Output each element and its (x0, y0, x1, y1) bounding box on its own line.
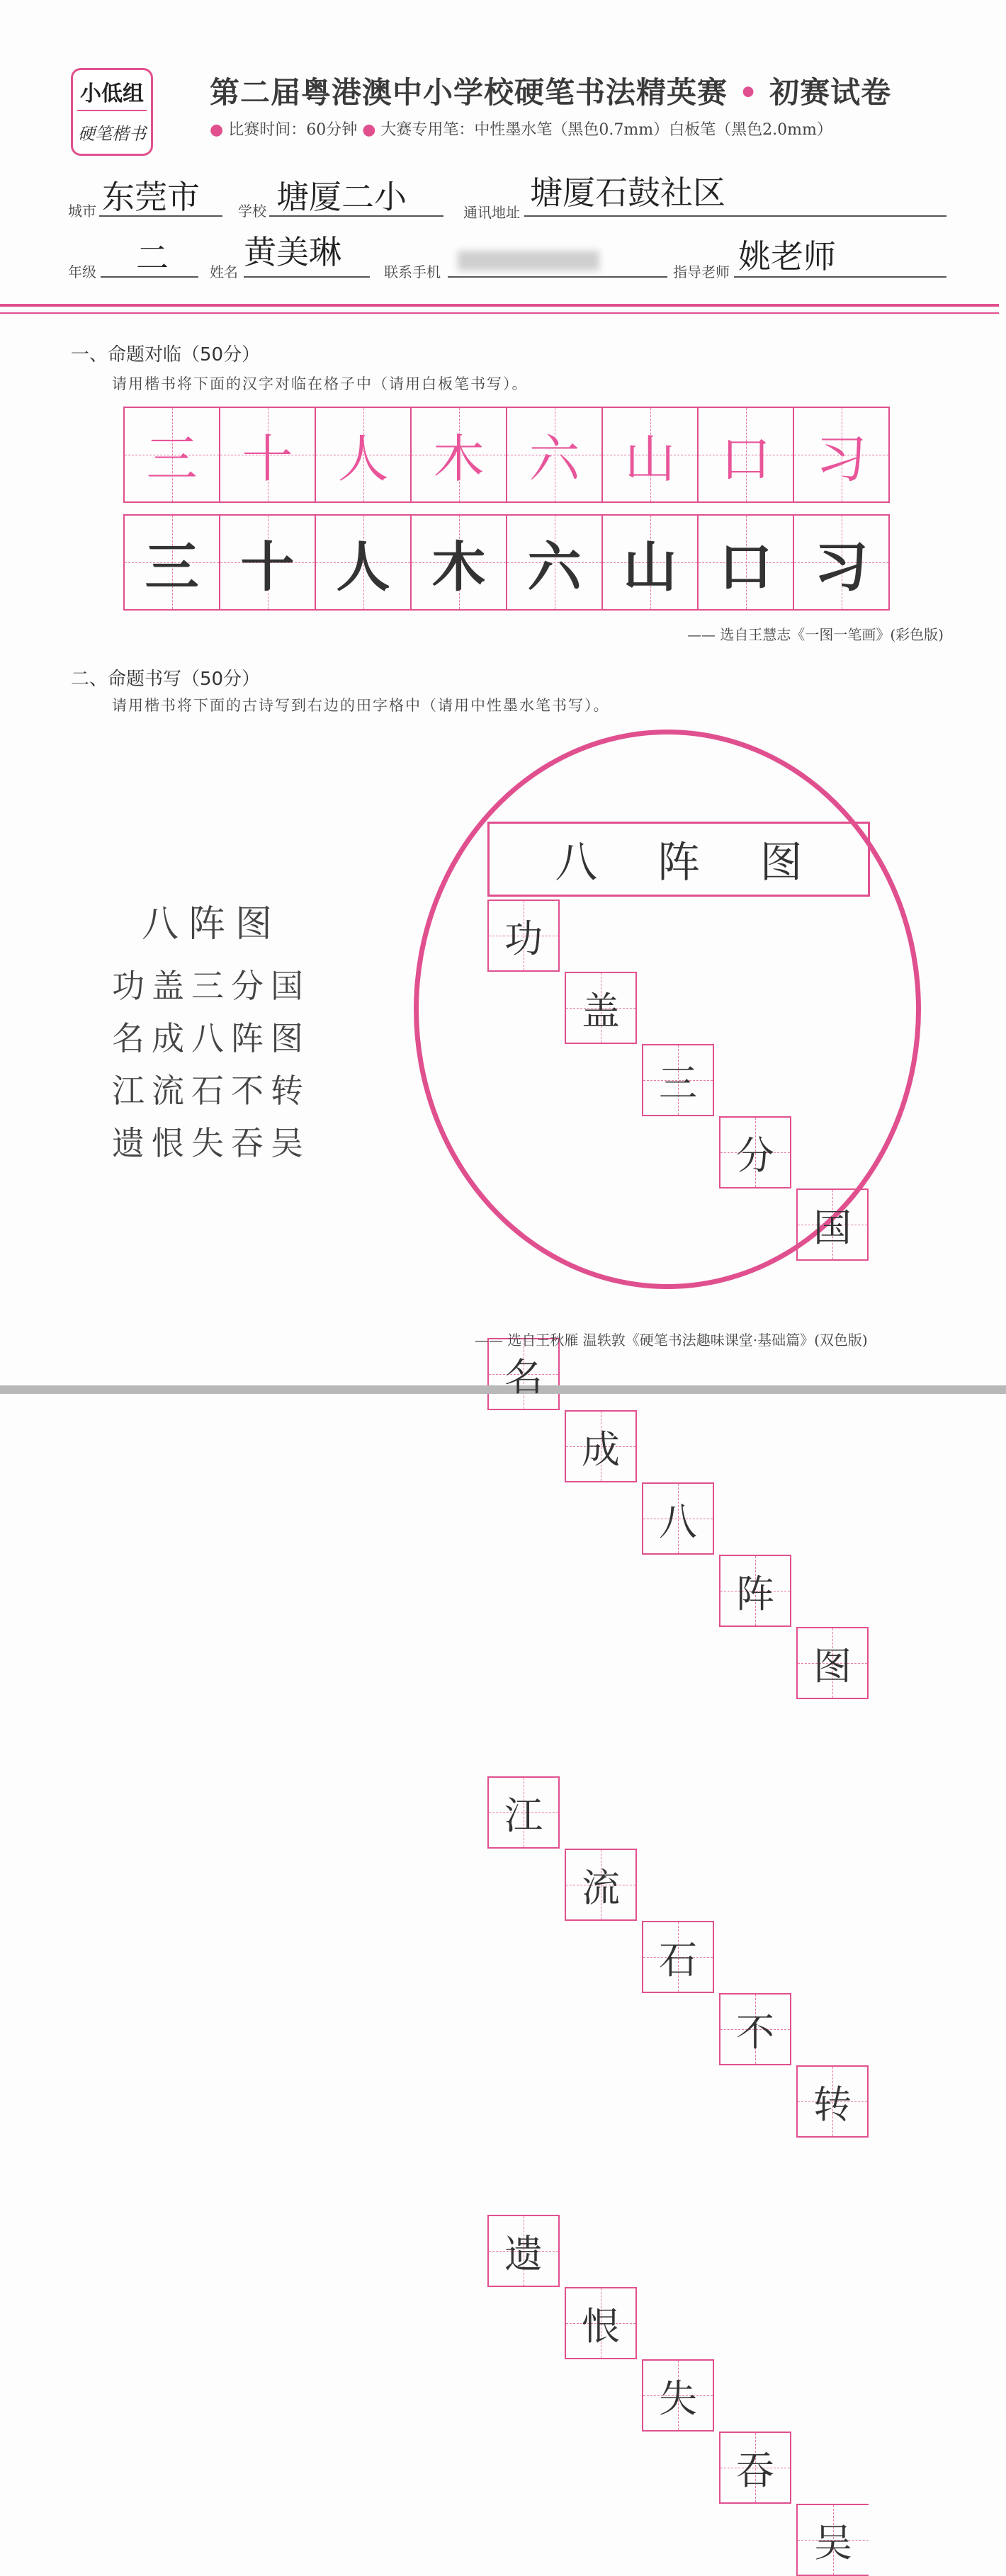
written-char: 山 (623, 535, 677, 598)
written-poem-char: 名 (504, 1354, 543, 1400)
written-poem-char: 不 (736, 2009, 774, 2055)
exam-info (210, 118, 832, 140)
written-char: 十 (240, 535, 295, 598)
poem-line: 名成八阵图 (112, 1019, 310, 1057)
written-cell[interactable] (125, 516, 220, 609)
poem-line: 功盖三分国 (112, 967, 310, 1005)
name-field[interactable] (244, 234, 370, 278)
bullet-dot-icon: ● (362, 121, 376, 139)
address-value: 塘厦石鼓社区 (530, 174, 725, 212)
model-char: 六 (529, 429, 580, 489)
written-poem-char: 图 (813, 1643, 852, 1689)
grade-field[interactable] (101, 234, 198, 278)
writing-grid-cell[interactable] (642, 2359, 714, 2432)
model-char: 人 (337, 429, 389, 489)
written-poem-char: 遗 (504, 2231, 543, 2276)
teacher-field[interactable] (734, 234, 946, 278)
header-rule-thick (0, 304, 999, 307)
title-dot-icon: • (728, 75, 770, 110)
model-char: 十 (242, 429, 293, 489)
written-title-char: 图 (759, 838, 803, 887)
section2-credit: —— 选自王秋雁 温轶敦《硬笔书法趣味课堂·基础篇》(双色版) (475, 1332, 868, 1349)
written-poem-char: 石 (659, 1937, 697, 1982)
written-poem-char: 三 (659, 1060, 697, 1106)
written-poem-char: 流 (582, 1865, 620, 1910)
writing-grid-cell[interactable] (719, 1116, 791, 1188)
teacher-label: 指导老师 (673, 263, 730, 280)
section1-credit: —— 选自王慧志《一图一笔画》(彩色版) (687, 626, 944, 643)
written-poem-char: 功 (504, 916, 543, 961)
written-poem-char: 八 (659, 1499, 697, 1544)
group-badge (71, 68, 153, 156)
written-cell[interactable] (699, 516, 794, 609)
model-char-row (123, 407, 890, 503)
model-cell (220, 408, 316, 501)
written-poem-char: 失 (659, 2376, 697, 2421)
badge-group-label: 小低组 (80, 81, 144, 106)
written-poem-char: 吞 (736, 2448, 774, 2493)
model-char: 山 (624, 429, 676, 489)
model-char: 习 (815, 429, 867, 489)
name-label: 姓名 (210, 263, 238, 280)
city-field[interactable] (99, 173, 222, 217)
written-poem-char: 国 (813, 1205, 852, 1250)
exam-time: 比赛时间：60分钟 (228, 121, 358, 139)
writing-grid-cell[interactable] (565, 972, 637, 1044)
writing-grid-cell[interactable] (487, 2215, 560, 2287)
model-char: 三 (146, 429, 198, 489)
poem-line: 江流石不转 (112, 1072, 310, 1110)
writing-grid-cell[interactable] (796, 2065, 869, 2138)
title-main: 第二届粤港澳中小学校硬笔书法精英赛 (210, 75, 728, 110)
page-bottom-bar (0, 1385, 1006, 1394)
model-cell (794, 408, 888, 501)
writing-grid-cell[interactable] (565, 1410, 637, 1482)
written-poem-char: 盖 (582, 988, 620, 1033)
name-value: 黄美琳 (244, 233, 341, 271)
poem-line: 遗恨失吞吴 (112, 1124, 310, 1162)
model-cell (412, 408, 507, 501)
title-suffix: 初赛试卷 (769, 75, 892, 110)
written-poem-char: 成 (582, 1426, 620, 1472)
writing-grid-cell[interactable] (796, 2504, 869, 2576)
written-title-char: 阵 (657, 838, 700, 887)
address-field[interactable] (524, 173, 946, 217)
city-label: 城市 (68, 203, 96, 220)
written-char: 人 (336, 535, 390, 598)
writing-grid-cell[interactable] (642, 1921, 714, 1993)
model-char: 木 (433, 429, 485, 489)
written-poem-char: 吴 (814, 2520, 852, 2565)
written-char-row[interactable] (123, 514, 890, 611)
badge-divider (77, 110, 147, 111)
badge-category-label: 硬笔楷书 (78, 124, 146, 144)
written-cell[interactable] (316, 516, 412, 609)
header-rule-thin (0, 312, 999, 314)
written-poem-char: 转 (813, 2082, 852, 2127)
written-poem-char: 阵 (736, 1571, 774, 1616)
model-cell (603, 408, 699, 501)
section1-desc: 请用楷书将下面的汉字对临在格子中（请用白板笔书写）。 (112, 375, 529, 392)
section2-title: 二、命题书写（50分） (71, 669, 261, 690)
teacher-value: 姚老师 (738, 237, 836, 276)
school-label: 学校 (238, 203, 266, 220)
written-char: 三 (145, 535, 199, 598)
writing-grid-cell[interactable] (487, 1776, 560, 1849)
page-title (210, 69, 891, 112)
poem-title: 八阵图 (142, 903, 283, 946)
model-cell (125, 408, 220, 501)
writing-grid-cell[interactable] (719, 2432, 791, 2504)
written-poem-char: 江 (504, 1793, 543, 1838)
written-cell[interactable] (603, 516, 699, 609)
grade-value: 二 (136, 239, 169, 277)
writing-grid-cell[interactable] (642, 1044, 714, 1116)
written-cell[interactable] (220, 516, 316, 609)
phone-label: 联系手机 (384, 263, 441, 280)
written-poem-title-box[interactable] (487, 822, 870, 897)
model-cell (699, 408, 794, 501)
writing-grid-cell[interactable] (719, 1993, 791, 2065)
bullet-dot-icon: ● (210, 121, 224, 139)
written-poem-char: 分 (736, 1133, 774, 1178)
writing-grid-cell[interactable] (565, 2287, 637, 2359)
section1-title: 一、命题对临（50分） (71, 344, 261, 365)
model-char: 口 (720, 429, 772, 489)
writing-grid-cell[interactable] (487, 900, 560, 972)
writing-grid-cell[interactable] (796, 1188, 869, 1261)
written-char: 六 (527, 535, 582, 598)
written-cell[interactable] (507, 516, 603, 609)
written-poem-char: 恨 (582, 2303, 620, 2349)
model-cell (507, 408, 603, 501)
school-field[interactable] (269, 173, 443, 217)
section2-desc: 请用楷书将下面的古诗写到右边的田字格中（请用中性墨水笔书写）。 (112, 697, 610, 714)
writing-grid-cell[interactable] (719, 1555, 791, 1627)
phone-field[interactable] (448, 234, 667, 278)
grade-label: 年级 (68, 263, 96, 280)
writing-grid-cell[interactable] (642, 1482, 714, 1555)
phone-redaction (458, 251, 599, 271)
written-char: 习 (814, 535, 869, 598)
city-value: 东莞市 (102, 178, 200, 216)
written-char: 木 (431, 535, 486, 598)
exam-pen: 大赛专用笔：中性墨水笔（黑色0.7mm）白板笔（黑色2.0mm） (380, 121, 832, 139)
writing-grid-cell[interactable] (565, 1849, 637, 1921)
written-title-char: 八 (555, 838, 598, 887)
school-value: 塘厦二小 (276, 178, 407, 216)
address-label: 通讯地址 (463, 204, 520, 221)
written-char: 口 (718, 535, 773, 598)
written-cell[interactable] (412, 516, 507, 609)
written-cell[interactable] (794, 516, 888, 609)
model-cell (316, 408, 412, 501)
writing-grid-cell[interactable] (796, 1627, 869, 1699)
